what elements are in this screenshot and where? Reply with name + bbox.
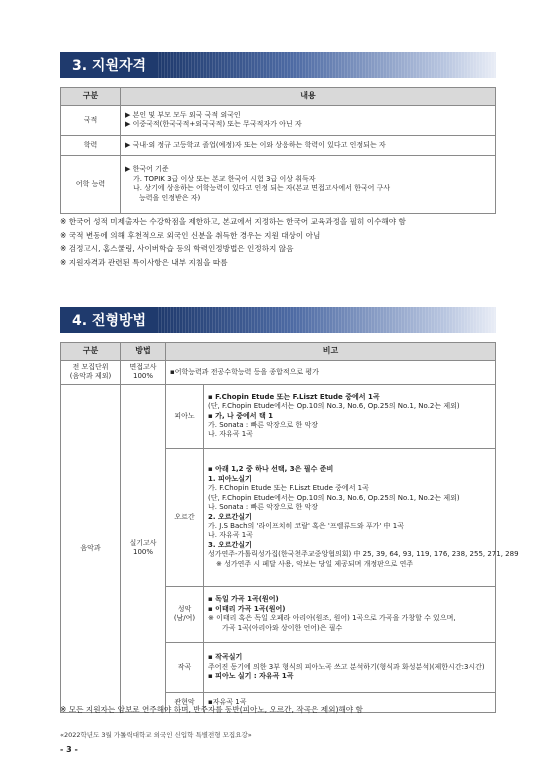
content-line: ▪자유곡 1곡 (208, 697, 247, 706)
method-line: 100% (132, 372, 153, 381)
note-line: ※ 모든 지원자는 암보로 연주해야 하며, 반주자를 동반(피아노, 오르간, 작곡은 제외)해야 함 (60, 705, 363, 714)
row-note: ▪어학능력과 전공수학능력 등을 종합적으로 평가 (166, 360, 496, 384)
content-line: 주어진 동기에 의한 3부 형식의 피아노곡 쓰고 분석하기(형식과 화성분석)(제한시간:3시간) (208, 662, 485, 671)
column-header: 내용 (121, 88, 496, 106)
method-line: 면접고사 (129, 362, 157, 371)
subject-content (204, 384, 496, 448)
column-header: 방법 (121, 343, 166, 361)
row-category: 음악과 (61, 384, 121, 712)
content-line: ▪ 피아노 실기 : 자유곡 1곡 (208, 672, 294, 681)
section-header-eligibility (60, 52, 496, 78)
note-line: ※ 검정고시, 홈스쿨링, 사이버학습 등의 학력인정방법은 인정하지 않음 (60, 244, 294, 253)
category-line: 전 모집단위 (72, 362, 109, 371)
content-line: ※ 이태리 혹은 독일 오페라 아리아(원조, 원어) 1곡으로 가곡을 가창할 수 있으며, (208, 614, 456, 623)
content-line: 가. J.S Bach의 '라이프치히 코랄' 혹은 '프렐류드와 푸가' 中 1곡 (208, 522, 404, 531)
content-line: 성가연주-가톨릭성가집(한국천주교중앙협의회) 中 25, 39, 64, 93, 119, 176, 238, 255, 271, 289 (208, 550, 519, 559)
table-row (61, 105, 496, 135)
row-content (121, 155, 496, 213)
note-line: ※ 국적 변동에 의해 후천적으로 외국인 신분을 취득한 경우는 지원 대상이 아님 (60, 230, 321, 240)
content-line: 나. 상기에 상응하는 어학능력이 있다고 인정 되는 자(본교 면접고사에서 한국어 구사 (133, 184, 391, 193)
content-line: 나. Sonata : 빠른 악장으로 한 악장 (208, 503, 319, 512)
table-row (61, 360, 496, 384)
subject-content (204, 448, 519, 586)
note-line: ※ 한국어 성적 미제출자는 수강학점을 제한하고, 본교에서 지정하는 한국어 교육과정을 필히 이수해야 함 (60, 217, 406, 226)
label-line: 성악 (177, 604, 192, 613)
section-title: 3. 지원자격 (60, 52, 158, 78)
content-line: 3. 오르간실기 (208, 540, 252, 549)
row-category: 국적 (61, 105, 121, 135)
eligibility-table (60, 87, 496, 214)
row-category: 학력 (61, 135, 121, 155)
row-content (121, 105, 496, 135)
content-line: ▶ 한국어 기준 (125, 165, 169, 174)
subject-label: 관현악 (166, 692, 204, 712)
category-line: (음악과 제외) (69, 372, 112, 381)
subject-label: 피아노 (166, 384, 204, 448)
row-category: 어학 능력 (61, 155, 121, 213)
content-line: 1. 피아노실기 (208, 474, 252, 483)
content-line: ▪ 독일 가곡 1곡(원어) (208, 595, 279, 604)
subject-content (204, 642, 496, 692)
content-line: (단, F.Chopin Etude에서는 Op.10의 No.3, No.6, Op.25의 No.1, No.2는 제외) (208, 402, 460, 411)
content-line: ※ 성가연주 시 페달 사용, 악보는 당일 제공되며 개정판으로 연주 (216, 559, 414, 568)
table-row (61, 155, 496, 213)
content-line: ▶ 국내·외 정규 고등학교 졸업(예정)자 또는 이와 상응하는 학력이 있다고 인정되는 자 (125, 140, 386, 149)
section-title: 4. 전형방법 (60, 307, 158, 333)
content-line: 2. 오르간실기 (208, 512, 252, 521)
column-header: 구분 (61, 88, 121, 106)
content-line: ▪ 작곡실기 (208, 653, 243, 662)
header-stripe (158, 307, 496, 333)
label-line: (남/여) (173, 614, 196, 623)
content-line: ▪ F.Chopin Etude 또는 F.Liszt Etude 중에서 1곡 (208, 392, 380, 401)
content-line: ▪ 아래 1,2 중 하나 선택, 3은 필수 준비 (208, 465, 334, 474)
subject-label (166, 586, 204, 642)
content-line: ▪ 이태리 가곡 1곡(원어) (208, 604, 286, 613)
content-line: 가곡 1곡(아리아와 상이한 언어)은 필수 (222, 623, 343, 632)
method-line: 100% (132, 548, 153, 557)
row-category (61, 360, 121, 384)
content-line: 가. TOPIK 3급 이상 또는 본교 한국어 시험 3급 이상 취득자 (133, 174, 316, 183)
row-content (121, 135, 496, 155)
table-row (61, 135, 496, 155)
content-line: 나. 자유곡 1곡 (208, 430, 253, 439)
section-header-selection (60, 307, 496, 333)
subject-label: 작곡 (166, 642, 204, 692)
content-line: ▶ 본인 및 부모 모두 외국 국적 외국인 (125, 110, 241, 119)
selection-table (60, 342, 519, 713)
row-method (121, 360, 166, 384)
subject-content (204, 586, 496, 642)
content-line: ▪ 가, 나 중에서 택 1 (208, 411, 274, 420)
column-header: 구분 (61, 343, 121, 361)
eligibility-notes (60, 215, 500, 269)
content-line: ▶ 이중국적(한국국적+외국국적) 또는 무국적자가 아닌 자 (125, 120, 302, 129)
page-number: - 3 - (60, 745, 78, 754)
content-line: 가. Sonata : 빠른 악장으로 한 악장 (208, 421, 319, 430)
row-method (121, 384, 166, 712)
subject-label: 오르간 (166, 448, 204, 586)
content-line: 가. F.Chopin Etude 또는 F.Liszt Etude 중에서 1곡 (208, 484, 369, 493)
content-line: 나. 자유곡 1곡 (208, 531, 253, 540)
column-header: 비고 (166, 343, 496, 361)
content-line: (단, F.Chopin Etude에서는 Op.10의 No.3, No.6, Op.25의 No.1, No.2는 제외) (208, 493, 460, 502)
note-line: ※ 지원자격과 관련된 특이사항은 내부 지침을 따름 (60, 257, 228, 267)
method-line: 실기고사 (129, 538, 157, 547)
content-line: 능력을 인정받은 자) (139, 193, 201, 202)
selection-note (60, 703, 500, 717)
document-source: «2022학년도 3월 가톨릭대학교 외국인 신입학 특별전형 모집요강» (60, 731, 252, 739)
table-row (61, 384, 496, 448)
header-stripe (158, 52, 496, 78)
